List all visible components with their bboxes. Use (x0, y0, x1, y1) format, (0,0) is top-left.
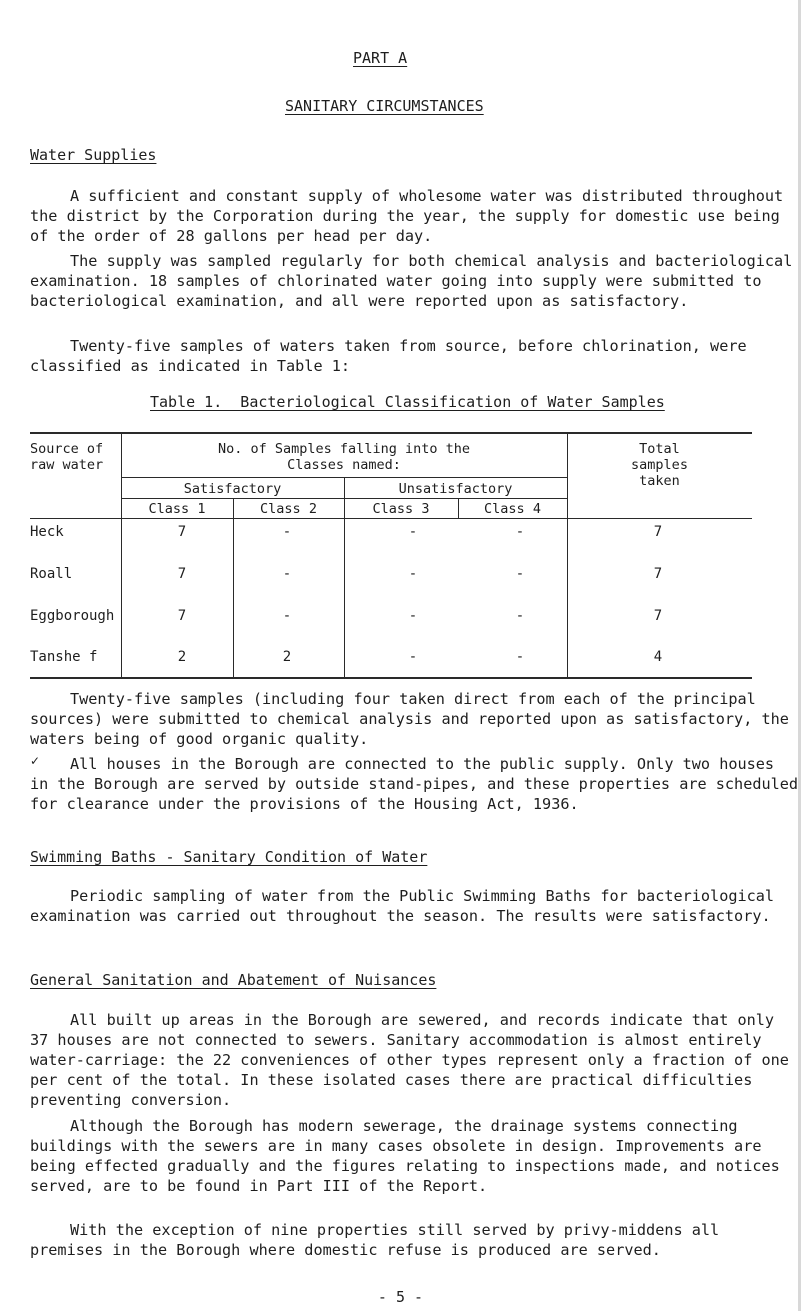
table-bottom-border (30, 677, 752, 679)
general-sanitation-paragraph-1: All built up areas in the Borough are sewered, and records indicate that only 37 houses are not connected to sewers. Sanitary accommodation is almost entirely water-carriage: the 22 conveniences of other types represent only a fraction of one per cent of the total. In these isolated cases there are practical difficulties preventing conversion. (30, 1011, 789, 1109)
cell-tanshelf-total: 4 (653, 649, 663, 665)
header-class-1: Class 1 (148, 501, 206, 517)
swimming-baths-heading: Swimming Baths - Sanitary Condition of Water (30, 848, 428, 866)
header-total: Total samples taken (631, 441, 688, 489)
water-supplies-paragraph-2: The supply was sampled regularly for both chemical analysis and bacteriological examination. 18 samples of chlorinated water going into supply were submitted to bacteriological examination, and all were reported upon as satisfactory. (30, 252, 793, 310)
general-sanitation-heading: General Sanitation and Abatement of Nuisances (30, 971, 437, 989)
row-source-tanshelf: Tanshe f (30, 649, 98, 665)
cell-tanshelf-class4: - (515, 649, 525, 665)
cell-eggborough-total: 7 (653, 608, 663, 624)
general-sanitation-paragraph-3: With the exception of nine properties still served by privy-middens all premises in the Borough where domestic refuse is produced are served. (30, 1221, 720, 1259)
cell-roall-class1: 7 (177, 566, 187, 582)
swimming-baths-paragraph: Periodic sampling of water from the Public Swimming Baths for bacteriological examination was carried out throughout the season. The results were satisfactory. (30, 887, 775, 925)
handwritten-correction-mark: ✓ (30, 754, 41, 768)
cell-heck-class3: - (408, 524, 418, 540)
cell-roall-class2: - (282, 566, 292, 582)
cell-eggborough-class2: - (282, 608, 292, 624)
cell-eggborough-class4: - (515, 608, 525, 624)
cell-eggborough-class1: 7 (177, 608, 187, 624)
cell-heck-class2: - (282, 524, 292, 540)
chemical-analysis-paragraph: Twenty-five samples (including four taken direct from each of the principal sources) were submitted to chemical analysis and reported upon as satisfactory, the waters being of good organic quality. (30, 690, 789, 748)
public-supply-paragraph: All houses in the Borough are connected to the public supply. Only two houses in the Borough are served by outside stand-pipes, and these properties are scheduled for clearance under the provisions of the Housing Act, 1936. (30, 755, 799, 813)
cell-tanshelf-class1: 2 (177, 649, 187, 665)
cell-tanshelf-class3: - (408, 649, 418, 665)
table-title: Table 1. Bacteriological Classification of Water Samples (150, 393, 665, 411)
water-supplies-heading: Water Supplies (30, 146, 157, 164)
cell-roall-class4: - (515, 566, 525, 582)
cell-roall-total: 7 (653, 566, 663, 582)
row-source-eggborough: Eggborough (30, 608, 115, 624)
header-class-4: Class 4 (484, 501, 541, 517)
header-unsatisfactory: Unsatisfactory (398, 481, 513, 497)
header-class-2: Class 2 (260, 501, 317, 517)
row-source-roall: Roall (30, 566, 73, 582)
table-top-border (30, 432, 752, 434)
cell-tanshelf-class2: 2 (282, 649, 292, 665)
section-title: SANITARY CIRCUMSTANCES (285, 97, 484, 115)
header-satisfactory: Satisfactory (183, 481, 282, 497)
general-sanitation-paragraph-2: Although the Borough has modern sewerage, the drainage systems connecting buildings with the sewers are in many cases obsolete in design. Improvements are being effected gradually and the figures relating to inspections made, and notices served, are to be found in Part III of the Report. (30, 1117, 780, 1195)
part-title: PART A (353, 49, 408, 67)
water-supplies-paragraph-1: A sufficient and constant supply of wholesome water was distributed throughout the district by the Corporation during the year, the supply for domestic use being of the order of 28 gallons per head per day. (30, 187, 784, 245)
cell-eggborough-class3: - (408, 608, 418, 624)
table-header-bottom (30, 518, 752, 519)
table-col-divider-class2 (233, 498, 234, 678)
water-supplies-paragraph-3: Twenty-five samples of waters taken from source, before chlorination, were classified as indicated in Table 1: (30, 337, 747, 375)
cell-roall-class3: - (408, 566, 418, 582)
cell-heck-class4: - (515, 524, 525, 540)
cell-heck-total: 7 (653, 524, 663, 540)
header-classes: No. of Samples falling into the Classes named: (218, 441, 470, 473)
page-number: - 5 - (377, 1288, 424, 1306)
header-source: Source of raw water (30, 441, 104, 473)
cell-heck-class1: 7 (177, 524, 187, 540)
row-source-heck: Heck (30, 524, 64, 540)
header-class-3: Class 3 (372, 501, 430, 517)
